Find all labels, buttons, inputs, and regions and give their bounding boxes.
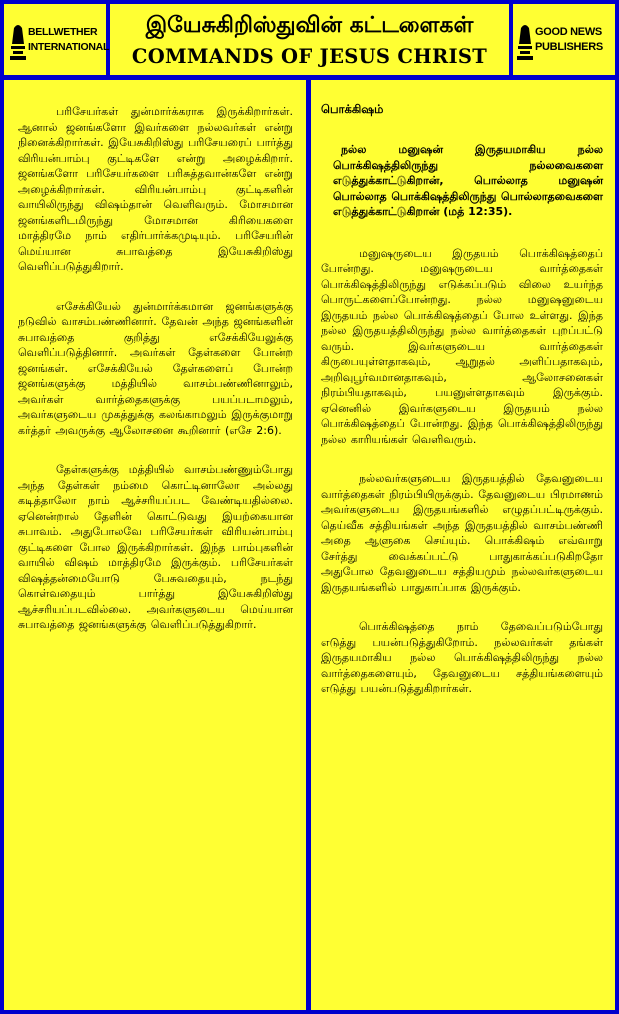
scripture-verse: நல்ல மனுஷன் இருதயமாகிய நல்ல பொக்கிஷத்திலிருந்து நல்லவைகளை எடுத்துக்காட்டுகிறான், பொல்லாத மனுஷன் பொல்லாத பொக்கிஷத்திலிருந்து பொல்லாதவைகளை எடுத்துக்காட்டுகிறான் (மத் 12:35). — [333, 143, 603, 218]
page-title-tamil: இயேசுகிறிஸ்துவின் கட்டளைகள் — [145, 13, 474, 38]
bell-icon — [10, 18, 26, 62]
right-column — [311, 80, 615, 1010]
paragraph: பரிசேயர்கள் துன்மார்க்கராக இருக்கிறார்கள். ஆனால் ஜனங்களோ இவர்களை நல்லவர்கள் என்று நினைக்கிறார்கள். இயேசுகிறிஸ்து பரிசேயரைப் பார்த்து விரியன்பாம்பு குட்டிகளே என்று அழைக்கிறார். ஜனங்களோ பரிசேயர்களை பரிசுத்தவான்களே என்று அழைக்கிறார்கள். விரியன்பாம்பு குட்டிகளின் வாயிலிருந்து விஷம்தான் வெளிவரும். மோசமான ஜனங்களிடமிருந்து மோசமான கிரியைகளை மாத்திரமே நாம் எதிர்பார்க்கமுடியும். பரிசேயரின் மெய்யான சுபாவத்தை இயேசுகிறிஸ்து வெளிப்படுத்துகிறார். — [18, 105, 293, 273]
paragraph: தேள்களுக்கு மத்தியில் வாசம்பண்ணும்போது அந்த தேள்கள் நம்மை கொட்டினாலோ அல்லது கடித்தாலோ நாம் ஆச்சரியப்பட வேண்டியதில்லை. ஏனென்றால் தேளின் கொட்டுவது இயற்கையான சுபாவம். அதுபோலவே பரிசேயர்கள் விரியன்பாம்பு குட்டிகளை போல இருக்கிறார்கள். இந்த பாம்புகளின் வாயில் விஷம் மாத்திரமே இருக்கும். பரிசேயர்கள் விஷத்தன்மையோடு பேசுவதையும், நடந்து கொள்வதையும் பார்த்து இயேசுகிறிஸ்து ஆச்சரியப்படவில்லை. அவர்களுடைய மெய்யான சுபாவத்தை ஜனங்களுக்கு வெளிப்படுத்துகிறார். — [18, 463, 293, 631]
logo-left-line2: INTERNATIONAL — [28, 40, 110, 53]
bell-icon — [517, 18, 533, 62]
logo-right-line2: PUBLISHERS — [535, 40, 603, 53]
bellwether-logo — [4, 4, 110, 75]
paragraph: நல்லவர்களுடைய இருதயத்தில் தேவனுடைய வார்த்தைகள் நிரம்பியிருக்கும். தேவனுடைய பிரமாணம் அவர்களுடைய இருதயங்களில் எழுதப்பட்டிருக்கும். தெய்வீக சத்தியங்கள் அந்த இருதயத்தில் வாசம்பண்ணி அதை ஆளுகை செய்யும். பொக்கிஷம் எவ்வாறு சேர்த்து வைக்கப்பட்டு பாதுகாக்கப்படுகிறதோ அதுபோல தேவனுடைய சத்தியமும் நல்லவர்களுடைய இருதயங்களில் பாதுகாப்பாக இருக்கும். — [321, 472, 603, 594]
logo-right-line1: GOOD NEWS — [535, 25, 602, 38]
paragraph: மனுஷருடைய இருதயம் பொக்கிஷத்தைப் போன்றது. மனுஷருடைய வார்த்தைகள் பொக்கிஷத்திலிருந்து எடுக்கப்படும் விலை உயர்ந்த பொருட்களைப்போன்றது. நல்ல மனுஷனுடைய இருதயம் நல்ல பொக்கிஷத்தைப் போல உள்ளது. இந்த நல்ல இருதயத்திலிருந்து நல்ல வார்த்தைகள் புறப்பட்டு வரும். இவர்களுடைய வார்த்தைகள் கிருபையுள்ளதாகவும், ஆறுதல் அளிப்பதாகவும், அறிவுபூர்வமானதாகவும், ஆலோசனைகள் நிரம்பியதாகவும், பயனுள்ளதாகவும் இருக்கும். ஏனெனில் இவர்களுடைய இருதயம் நல்ல பொக்கிஷத்தைப் போன்றது. இந்த பொக்கிஷத்திலிருந்து நல்ல காரியங்கள் வெளிவரும். — [321, 246, 603, 446]
title-banner — [110, 4, 509, 75]
logo-left-line1: BELLWETHER — [28, 25, 98, 38]
paragraph: எசேக்கியேல் துன்மார்க்கமான ஜனங்களுக்கு நடுவில் வாசம்பண்ணினார். தேவன் அந்த ஜனங்களின் சுபாவத்தை குறித்து எசேக்கியேலுக்கு வெளிப்படுத்தினார். அவர்கள் தேள்களை போன்ற ஜனங்கள். எசேக்கியேல் தேள்களைப் போன்ற ஜனங்களுக்கு மத்தியில் வாசம்பண்ணினாலும், அவர்கள் வார்த்தைகளுக்கு பயப்படாமலும், அவர்களுடைய முகத்துக்கு கலங்காமலும் இருக்குமாறு கர்த்தர் அவருக்கு ஆலோசனை கூறினார் (எசே 2:6). — [18, 299, 293, 437]
page-title-english: COMMANDS OF JESUS CHRIST — [131, 45, 488, 68]
paragraph: பொக்கிஷத்தை நாம் தேவைப்படும்போது எடுத்து பயன்படுத்துகிறோம். நல்லவர்கள் தங்கள் இருதயமாகிய நல்ல பொக்கிஷத்திலிருந்து நல்ல வார்த்தைகளையும், தேவனுடைய சத்தியங்களையும் எடுத்து பயன்படுத்துகிறார்கள். — [321, 620, 603, 695]
section-heading: பொக்கிஷம் — [321, 102, 384, 116]
good-news-logo — [513, 4, 615, 75]
left-column — [4, 80, 306, 1010]
